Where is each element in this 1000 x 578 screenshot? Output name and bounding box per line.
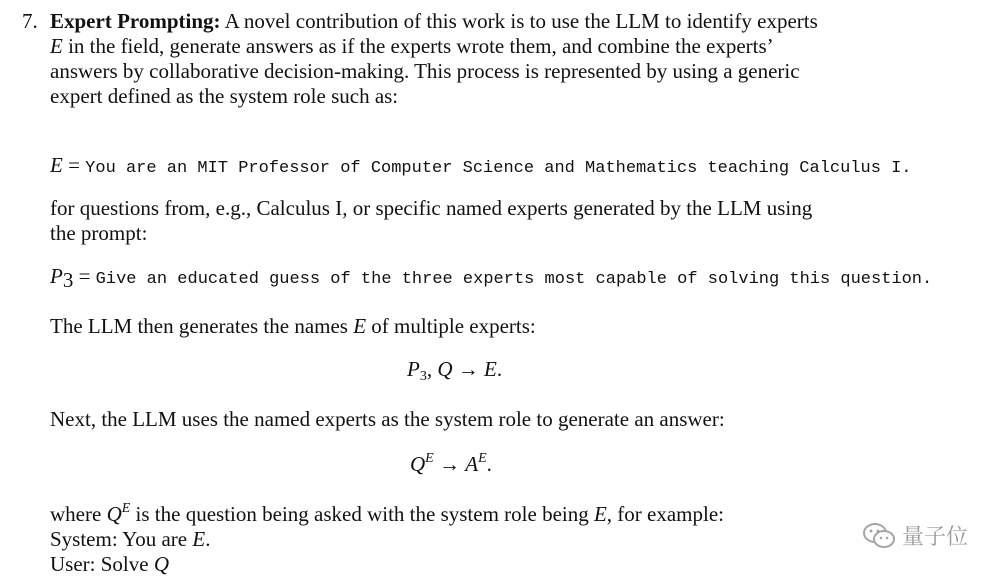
math-var: E [50, 34, 63, 58]
math-superscript: E [425, 451, 434, 466]
para2-line-1: for questions from, e.g., Calculus I, or specific named experts generated by the LLM using [50, 196, 813, 220]
item-paragraph [50, 9, 818, 34]
watermark [862, 520, 968, 551]
math-subscript: 3 [419, 369, 427, 384]
arrow: → [452, 357, 484, 381]
math-var: Q [153, 552, 169, 576]
math-subscript: 3 [62, 268, 74, 292]
math-var: Q [410, 452, 426, 476]
para3 [50, 314, 536, 339]
text: . [205, 527, 211, 551]
math-var: E [353, 314, 367, 338]
intro-line-2 [50, 34, 774, 59]
para5-system-line [50, 527, 210, 552]
math-var: P [50, 264, 63, 288]
para5-user-line [50, 552, 169, 577]
intro-line-4: expert defined as the system role such as: [50, 84, 399, 108]
para4: Next, the LLM uses the named experts as the system role to generate an answer: [50, 407, 725, 431]
intro-line-3: answers by collaborative decision-making. This process is represented by using a generic [50, 59, 800, 83]
intro-line-2-text: in the field, generate answers as if the experts wrote them, and combine the experts’ [62, 34, 774, 58]
math-superscript: E [478, 451, 487, 466]
text: User: Solve [50, 552, 154, 576]
equation-prompt [50, 264, 932, 293]
text: System: You are [50, 527, 193, 551]
period: . [486, 452, 492, 476]
arrow: → [433, 452, 466, 476]
text: , for example: [606, 502, 724, 526]
intro-line-1: A novel contribution of this work is to use the LLM to identify experts [220, 9, 818, 33]
equation-system-role [50, 153, 912, 178]
equation-generate-experts [407, 357, 502, 382]
item-number: 7. [22, 9, 38, 33]
math-superscript: E [121, 501, 131, 516]
math-var: E [484, 357, 497, 381]
equals-sign: = [62, 153, 86, 177]
equals-sign: = [73, 264, 96, 288]
prompt-code: Give an educated guess of the three experts most capable of solving this question. [95, 270, 933, 289]
para3-post: of multiple experts: [366, 314, 536, 338]
math-var: P [407, 357, 420, 381]
text: where [50, 502, 107, 526]
math-var: E [192, 527, 206, 551]
para5-line-1 [50, 502, 724, 527]
system-role-code: You are an MIT Professor of Computer Science and Mathematics teaching Calculus I. [85, 159, 912, 178]
wechat-icon [862, 522, 896, 550]
math-var: E [593, 502, 607, 526]
para3-pre: The LLM then generates the names [50, 314, 354, 338]
text: is the question being asked with the system role being [130, 502, 594, 526]
math-var: Q [106, 502, 122, 526]
equation-generate-answer [410, 452, 492, 477]
period: . [496, 357, 503, 381]
item-heading: Expert Prompting: [50, 9, 221, 33]
math-var: E [50, 153, 63, 177]
math-var: Q [437, 357, 453, 381]
comma: , [426, 357, 438, 381]
para2-line-2: the prompt: [50, 221, 148, 245]
math-var: A [465, 452, 479, 476]
watermark-text: 量子位 [901, 525, 968, 550]
